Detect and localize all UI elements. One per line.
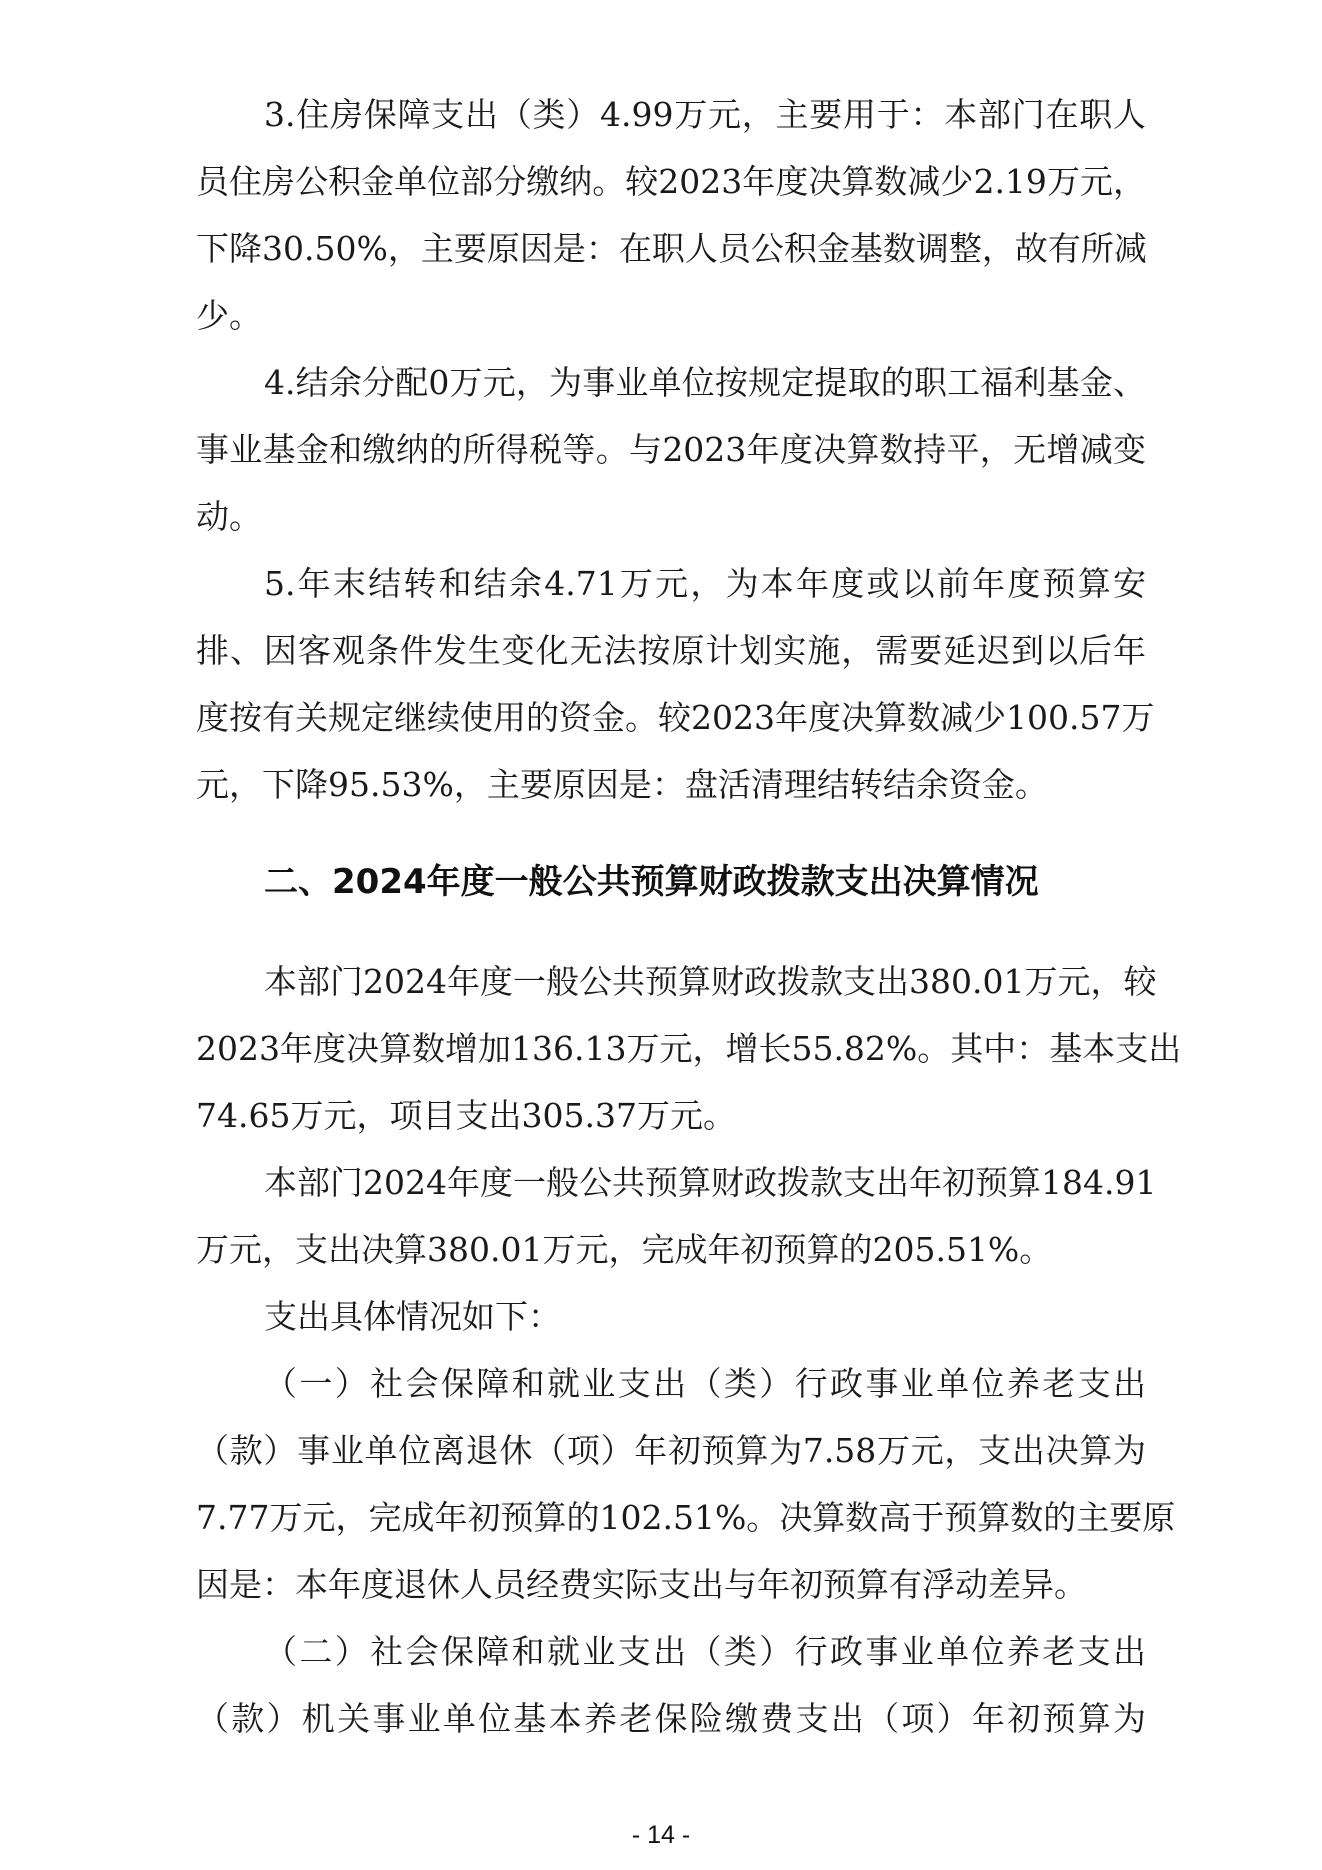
paragraph-line: 74.65万元，项目支出305.37万元。 — [196, 1096, 736, 1135]
paragraph-line: （一）社会保障和就业支出（类）行政事业单位养老支出 — [264, 1364, 1146, 1403]
paragraph-line: 动。 — [196, 497, 262, 536]
section-heading: 二、2024年度一般公共预算财政拨款支出决算情况 — [264, 862, 1039, 902]
paragraph-line: 因是：本年度退休人员经费实际支出与年初预算有浮动差异。 — [196, 1565, 1087, 1604]
paragraph-line: 度按有关规定继续使用的资金。较2023年度决算数减少100.57万 — [196, 698, 1155, 737]
paragraph-line: 支出具体情况如下： — [264, 1297, 561, 1336]
paragraph-line: 事业基金和缴纳的所得税等。与2023年度决算数持平，无增减变 — [196, 430, 1146, 469]
paragraph-line: 排、因客观条件发生变化无法按原计划实施，需要延迟到以后年 — [196, 631, 1146, 670]
paragraph-line: 3.住房保障支出（类）4.99万元，主要用于：本部门在职人 — [264, 95, 1146, 134]
paragraph-line: （二）社会保障和就业支出（类）行政事业单位养老支出 — [264, 1632, 1146, 1671]
paragraph-line: 下降30.50%，主要原因是：在职人员公积金基数调整，故有所减 — [196, 229, 1147, 268]
paragraph-line: 员住房公积金单位部分缴纳。较2023年度决算数减少2.19万元， — [196, 162, 1146, 201]
paragraph-line: 本部门2024年度一般公共预算财政拨款支出年初预算184.91 — [264, 1163, 1157, 1202]
paragraph-line: 5.年末结转和结余4.71万元，为本年度或以前年度预算安 — [264, 564, 1146, 603]
paragraph-line: （款）机关事业单位基本养老保险缴费支出（项）年初预算为 — [196, 1699, 1146, 1738]
paragraph-line: 少。 — [196, 296, 262, 335]
paragraph-line: 7.77万元，完成年初预算的102.51%。决算数高于预算数的主要原 — [196, 1498, 1176, 1537]
page-number: - 14 - — [631, 1821, 691, 1849]
paragraph-line: 本部门2024年度一般公共预算财政拨款支出380.01万元，较 — [264, 962, 1157, 1001]
paragraph-line: （款）事业单位离退休（项）年初预算为7.58万元，支出决算为 — [196, 1431, 1146, 1470]
paragraph-line: 万元，支出决算380.01万元，完成年初预算的205.51%。 — [196, 1230, 1053, 1269]
paragraph-line: 4.结余分配0万元，为事业单位按规定提取的职工福利基金、 — [264, 363, 1146, 402]
paragraph-line: 2023年度决算数增加136.13万元，增长55.82%。其中：基本支出 — [196, 1029, 1182, 1068]
paragraph-line: 元，下降95.53%，主要原因是：盘活清理结转结余资金。 — [196, 765, 1048, 804]
